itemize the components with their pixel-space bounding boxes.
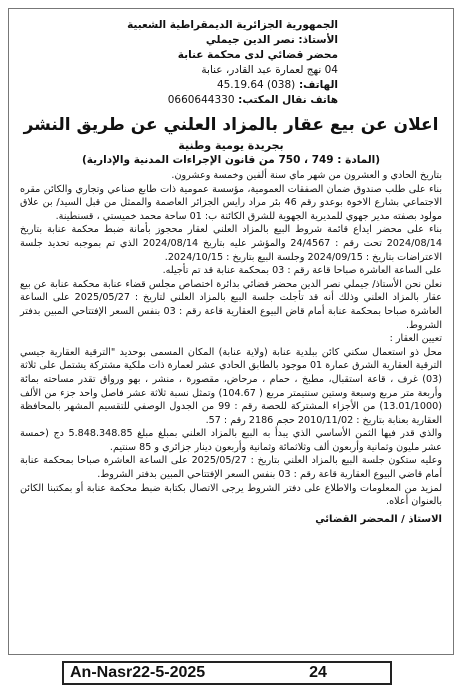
paragraph-property-description: محل ذو استعمال سكني كائن ببلدية عنابة (ولاية عنابة) المكان المسمى بوحديد "الترقية العقارية جيسي الترقية العقارية الشرق عمارة 01 موجود بالطابق الحادي عشر لعمارة ذات ملكية مشتركة يشتمل على ثلاثة (03) غرف ، قاعة استقبال، مطبخ ، حمام ، مرحاض، مقصورة ، منشر ، بهو ورواق تقدر مساحته بمائة وأربعة متر مربع وسبعة وستين سنتيمتر مربع ( 104.67) وتمثل نسبة ثلاثة عشر فاصل واحد جزء من الألف (13.01/1000) من الأجزاء المشتركة للحصة رقم : 99 من الجدول الوصفي للتقسيم المشهر بالمحافظة العقارية بعنابة بتاريخ : 2010/11/02 حجم 2186 رقم : 57.: [20, 346, 443, 426]
mobile-label: هاتف نقال المكتب:: [238, 94, 338, 106]
paragraph-session: وعليه ستكون جلسة البيع بالمزاد العلني بتاريخ : 2025/05/27 على الساعة العاشرة صباحا بمحكمة عنابة أمام قاضي البيوع العقارية قاعة رقم : 03 بنفس السعر الإفتتاحي المبين بدفتر الشروط.: [20, 455, 442, 481]
mobile-value: 0660644330: [167, 94, 235, 106]
announcement-title: اعلان عن بيع عقار بالمزاد العلني عن طريق النشر: [23, 115, 439, 135]
office-header: [20, 18, 442, 108]
paragraph-more-info: لمزيد من المعلومات والاطلاع على دفتر الشروط يرجى الاتصال بكتابة ضبط محكمة عنابة أو بمكتبنا الكائن بالعنوان أعلاه.: [20, 482, 442, 508]
phone-value: 45.19.64 (038): [216, 79, 296, 91]
newspaper-footer: [62, 661, 392, 685]
mobile-line: [20, 93, 338, 108]
paragraph-date: بتاريخ الحادي و العشرون من شهر ماي سنة ألفين وخمسة وعشرون.: [171, 170, 442, 181]
office-title: محضر قضائي لدى محكمة عنابة: [177, 49, 338, 61]
paragraph-applicant: بناء على طلب صندوق ضمان الصفقات العمومية، مؤسسة عمومية ذات طابع صناعي وتجاري والكائن مقره الاجتماعي بشارع الاخوة بوعدو رقم 46 بئر مراد رايس الجزائر العاصمة والممثل من قبل السيد/ بن علاق مولود بصفته مدير جهوي للمديرية الجهوية للشرق الكائنة ب: 01 ساحة محمد خميستي ، قسنطينة.: [20, 183, 442, 222]
paragraph-notice: نعلن نحن الأستاذ/ جيملي نصر الدين محضر قضائي بدائرة اختصاص مجلس قضاء عنابة محكمة عنابة عن بيع عقار بالمزاد العلني وذلك أنه قد تأجلت جلسة البيع بالمزاد العلني لتاريخ : 2025/05/27 على الساعة العاشرة صباحا بمحكمة عنابة أمام قاض البيوع العقارية قاعة رقم : 03 بنفس السعر الإفتتاحي المبين بدفتر الشروط.: [20, 278, 442, 331]
paragraph-deposit: بناء على محضر ايداع قائمة شروط البيع بالمزاد العلني لعقار محجوز بأمانة ضبط محكمة عنابة بتاريخ 2024/08/14 تحت رقم : 24/4567 والمؤشر عليه بتاريخ 2024/08/14 الذي تم بموجبه تحديد جلسة الاعتراضات بتاريخ : 2024/09/15 وجلسة البيع بتاريخ : 2024/10/15.: [20, 224, 442, 263]
phone-label: الهاتف:: [298, 79, 338, 91]
paragraph-property-heading: تعيين العقار :: [389, 333, 442, 345]
phone-line: [20, 78, 338, 93]
announcement-subtitle: بجريدة يومية وطنية: [178, 139, 284, 152]
page-number: 24: [309, 664, 327, 681]
paragraph-postponed: على الساعة العاشرة صباحا قاعة رقم : 03 بمحكمة عنابة قد تم تأجيله.: [162, 265, 442, 277]
republic-line: الجمهورية الجزائرية الديمقراطية الشعبية: [127, 19, 338, 31]
law-reference: (المادة : 749 ، 750 من قانون الإجراءات المدنية والإدارية): [81, 154, 381, 166]
paragraph-price: والذي قدر فيها الثمن الأساسي الذي يبدأ به البيع بالمزاد العلني بمبلغ مبلغ 5.848.348.85 دج (خمسة عشر مليون وثمانية وأربعون ألف وثلاثمائة وثمانية وأربعون دينار جزائري و 85 سنتيم.: [20, 428, 442, 453]
signature: الاستاذ / المحضر القضائي: [315, 513, 442, 525]
office-address: 04 نهج لعمارة عبد القادر، عنابة: [201, 64, 338, 76]
announcement-body: [10, 14, 452, 527]
master-name: الأستاذ: نصر الدين جيملي: [205, 34, 338, 46]
paper-date: An-Nasr22-5-2025: [70, 664, 206, 681]
